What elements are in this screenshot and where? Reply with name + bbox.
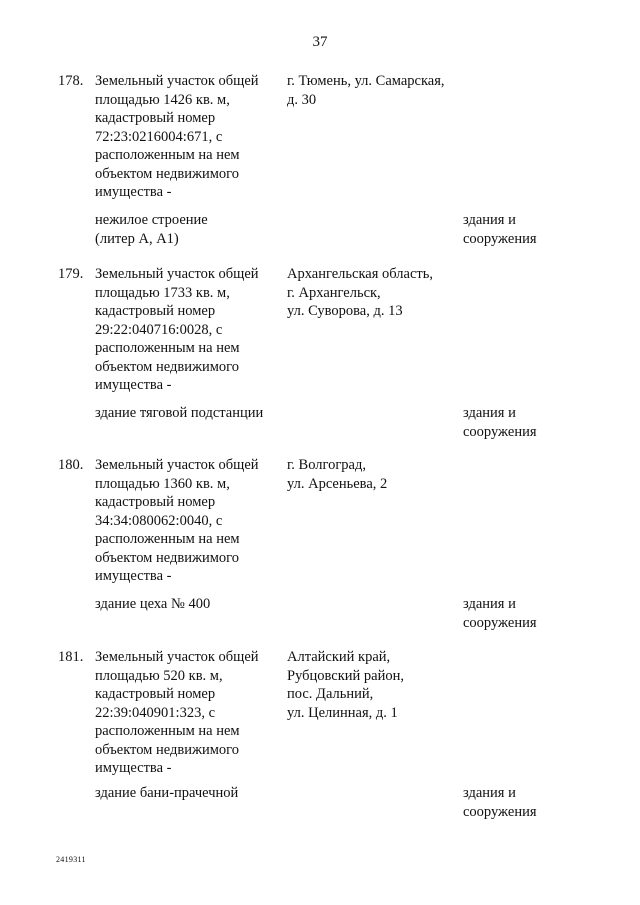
address-line: ул. Целинная, д. 1 bbox=[287, 704, 398, 721]
description-line: кадастровый номер bbox=[95, 686, 216, 702]
description-line: объектом недвижимого bbox=[95, 358, 240, 375]
object-line: здание тяговой подстанции bbox=[95, 405, 264, 421]
description-line: Земельный участок общей bbox=[95, 73, 259, 89]
address-line: Архангельская область, bbox=[287, 266, 433, 282]
description-line: расположенным на нем bbox=[95, 531, 240, 547]
description-line: 72:23:0216004:671, с bbox=[95, 128, 223, 145]
category-line: сооружения bbox=[463, 423, 537, 440]
description-line: Земельный участок общей bbox=[95, 457, 259, 473]
category-line: здания и bbox=[463, 405, 516, 421]
entry-number: 181. bbox=[58, 649, 84, 665]
description-line: имущества - bbox=[95, 568, 172, 584]
description-line: расположенным на нем bbox=[95, 723, 240, 739]
description-line: имущества - bbox=[95, 184, 172, 200]
entry-address bbox=[287, 456, 462, 493]
entry-number: 180. bbox=[58, 457, 84, 473]
description-line: объектом недвижимого bbox=[95, 741, 240, 758]
entry-category bbox=[463, 404, 583, 441]
description-line: площадью 1360 кв. м, bbox=[95, 475, 230, 492]
category-line: сооружения bbox=[463, 230, 537, 247]
entry-address bbox=[287, 265, 462, 321]
entry-object bbox=[95, 595, 455, 614]
entry-object bbox=[95, 404, 455, 423]
page-number: 37 bbox=[312, 34, 328, 50]
entry-description bbox=[95, 265, 280, 395]
entry-object bbox=[95, 784, 455, 803]
description-line: Земельный участок общей bbox=[95, 266, 259, 282]
description-line: кадастровый номер bbox=[95, 494, 216, 510]
description-line: кадастровый номер bbox=[95, 303, 216, 319]
entry-number: 179. bbox=[58, 266, 84, 282]
description-line: имущества - bbox=[95, 760, 172, 776]
description-line: кадастровый номер bbox=[95, 110, 216, 126]
entry-object bbox=[95, 211, 455, 248]
address-line: д. 30 bbox=[287, 91, 317, 108]
address-line: г. Тюмень, ул. Самарская, bbox=[287, 73, 445, 89]
category-line: сооружения bbox=[463, 614, 537, 631]
description-line: расположенным на нем bbox=[95, 340, 240, 356]
category-line: здания и bbox=[463, 212, 516, 228]
description-line: площадью 1733 кв. м, bbox=[95, 284, 230, 301]
entry-description bbox=[95, 72, 280, 202]
address-line: г. Волгоград, bbox=[287, 457, 366, 473]
description-line: 34:34:080062:0040, с bbox=[95, 512, 223, 529]
address-line: Рубцовский район, bbox=[287, 667, 404, 684]
document-code: 2419311 bbox=[56, 855, 86, 864]
entry-description bbox=[95, 456, 280, 586]
description-line: расположенным на нем bbox=[95, 147, 240, 163]
description-line: площадью 520 кв. м, bbox=[95, 667, 223, 684]
entry-address bbox=[287, 72, 462, 109]
entry-category bbox=[463, 784, 583, 821]
object-line: (литер А, А1) bbox=[95, 230, 179, 247]
category-line: сооружения bbox=[463, 803, 537, 820]
description-line: Земельный участок общей bbox=[95, 649, 259, 665]
description-line: объектом недвижимого bbox=[95, 165, 240, 182]
category-line: здания и bbox=[463, 785, 516, 801]
object-line: нежилое строение bbox=[95, 212, 208, 228]
description-line: имущества - bbox=[95, 377, 172, 393]
address-line: Алтайский край, bbox=[287, 649, 391, 665]
entry-category bbox=[463, 211, 583, 248]
object-line: здание цеха № 400 bbox=[95, 596, 211, 612]
address-line: пос. Дальний, bbox=[287, 686, 374, 702]
address-line: г. Архангельск, bbox=[287, 284, 381, 301]
description-line: 22:39:040901:323, с bbox=[95, 704, 216, 721]
category-line: здания и bbox=[463, 596, 516, 612]
address-line: ул. Арсеньева, 2 bbox=[287, 475, 388, 492]
description-line: 29:22:040716:0028, с bbox=[95, 321, 223, 338]
object-line: здание бани-прачечной bbox=[95, 785, 239, 801]
entry-address bbox=[287, 648, 462, 722]
entry-number: 178. bbox=[58, 73, 84, 89]
description-line: объектом недвижимого bbox=[95, 549, 240, 566]
entry-category bbox=[463, 595, 583, 632]
description-line: площадью 1426 кв. м, bbox=[95, 91, 230, 108]
entry-description bbox=[95, 648, 280, 778]
address-line: ул. Суворова, д. 13 bbox=[287, 303, 403, 319]
